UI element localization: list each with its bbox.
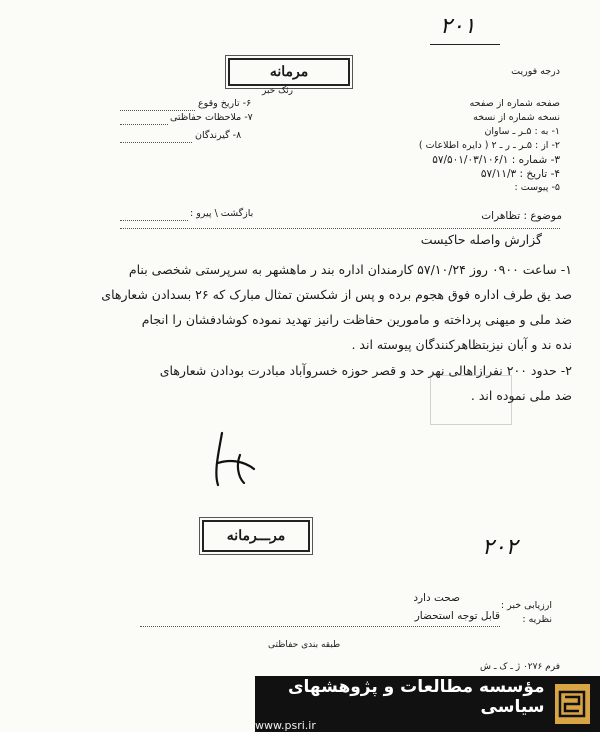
return-line-underline bbox=[120, 220, 188, 221]
field-security-notes: ۷- ملاحظات حفاظتی bbox=[170, 112, 253, 123]
opinion-label: نظریه : bbox=[522, 614, 552, 625]
opinion-underline bbox=[140, 626, 500, 627]
institute-logo-icon bbox=[555, 684, 590, 724]
stamp-top-caption: رئک خبر bbox=[262, 86, 294, 96]
field-security-notes-line bbox=[120, 124, 168, 125]
body-p1-line1: ۱- ساعت ۰۹۰۰ روز ۵۷/۱۰/۲۴ کارمندان اداره بند ر ماهشهر به سرپرستی شخصی بنام bbox=[128, 262, 572, 277]
body-p2-line2: ضد ملی نموده اند . bbox=[470, 388, 572, 403]
stamp-bottom-main: مرـــرمانه bbox=[226, 528, 286, 544]
field-to: ۱- به : ۵ـر ـ ساوان bbox=[484, 126, 560, 137]
page-number-bottom: ۲۰۲ bbox=[482, 535, 518, 560]
assessment-value: صحت دارد bbox=[413, 592, 460, 604]
field-copy-count: نسخه شماره از نسخه bbox=[473, 112, 560, 123]
field-number: ۳- شماره : ۵۷/۵۰۱/۰۳/۱۰۶/۱ bbox=[432, 154, 560, 166]
field-page-count: صفحه شماره از صفحه bbox=[469, 98, 560, 109]
body-intro: گزارش واصله حاکیست bbox=[420, 232, 542, 247]
body-p1-line3: ضد ملی و میهنی پرداخته و مامورین حفاظت رانیز تهدید نموده کوشادفشان را انجام bbox=[141, 312, 572, 327]
opinion-value: قابل توجه استحضار bbox=[414, 610, 500, 622]
field-from: ۲- از : ۵ـر ـ ر ـ ۲ ( دایره اطلاعات ) bbox=[418, 140, 560, 151]
assessment-label: ارزیابی خبر : bbox=[500, 600, 552, 611]
logo-glyph bbox=[557, 689, 587, 719]
field-event-date-line bbox=[120, 110, 195, 111]
body-p1-line4: نده ند و آبان نیزبتظاهرکنندگان پیوسته اند . bbox=[351, 337, 572, 352]
institute-url: www.psri.ir bbox=[255, 718, 316, 732]
institute-name: مؤسسه مطالعات و پژوهشهای سیاسی bbox=[287, 676, 545, 717]
return-line: بازگشت \ پیرو : bbox=[190, 208, 254, 219]
body-p2-line1: ۲- حدود ۲۰۰ نفرازاهالی نهر حد و قصر حوزه خسروآباد مبادرت بودادن شعارهای bbox=[159, 363, 572, 378]
field-attachment: ۵- پیوست : bbox=[514, 182, 560, 193]
classification-caption: طبقه بندی حفاظتی bbox=[268, 640, 341, 650]
body-p1-line2: صد یق طرف اداره فوق هجوم برده و پس از شکستن تمثال مبارک که ۲۶ بسدادن شعارهای bbox=[101, 287, 572, 302]
urgency-label: درجه فوریت bbox=[511, 66, 560, 77]
form-number: فرم ۰۲۷۶ ژ ـ ک ـ ش bbox=[479, 662, 560, 672]
institute-footer bbox=[255, 676, 600, 732]
field-date: ۴- تاریخ : ۵۷/۱۱/۳ bbox=[480, 168, 560, 180]
faded-stamp-mark bbox=[430, 375, 512, 425]
page-number-underline bbox=[430, 44, 500, 45]
stamp-top-main: مرمانه bbox=[269, 64, 309, 80]
field-recipients-line bbox=[120, 142, 192, 143]
page-number-top: ۲۰۱ bbox=[440, 14, 476, 39]
subject-line: موضوع : تظاهرات bbox=[481, 210, 562, 222]
field-event-date: ۶- تاریخ وقوع bbox=[198, 98, 252, 109]
classification-stamp-top bbox=[228, 58, 350, 86]
classification-stamp-bottom bbox=[202, 520, 310, 552]
field-recipients: ۸- گیرندگان bbox=[195, 130, 242, 141]
institute-footer-text bbox=[255, 677, 545, 732]
signature-scribble bbox=[200, 425, 270, 495]
subject-divider bbox=[120, 228, 560, 229]
